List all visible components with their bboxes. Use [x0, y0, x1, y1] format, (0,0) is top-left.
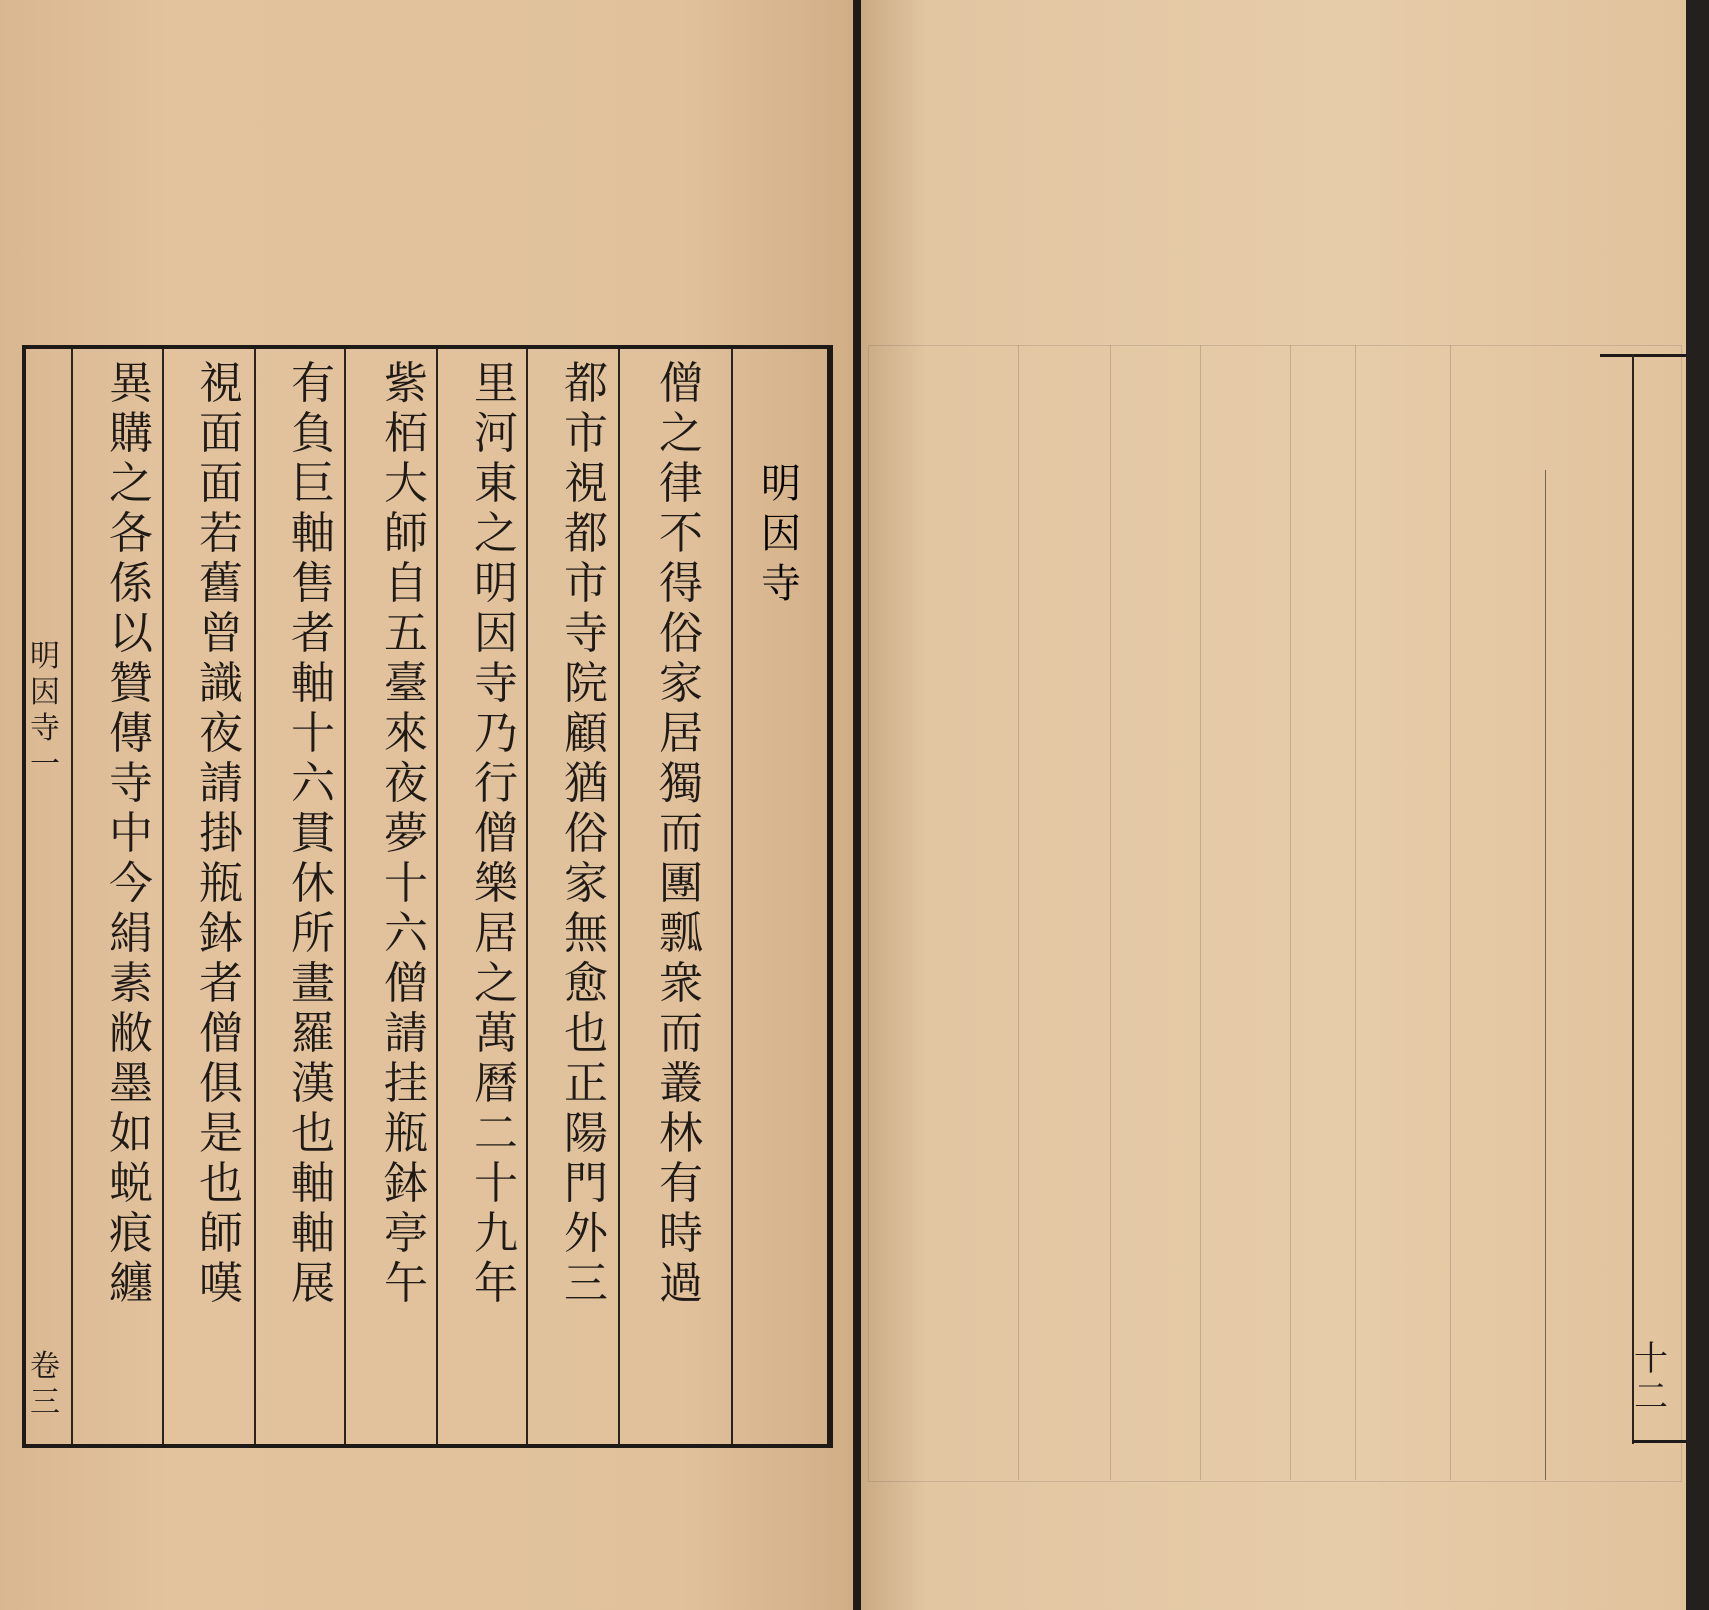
character: 也 [564, 1008, 608, 1059]
character: 僧 [659, 358, 703, 409]
book-edge-right [1686, 0, 1709, 1610]
character: 休 [291, 858, 335, 909]
character: 時 [659, 1208, 703, 1259]
character: 十 [291, 708, 335, 759]
character: 寺 [109, 758, 153, 809]
character: 居 [659, 708, 703, 759]
character: 市 [564, 558, 608, 609]
character: 十 [384, 858, 428, 909]
frame-top-rule [1600, 354, 1686, 357]
character: 掛 [199, 808, 243, 859]
character: 亭 [384, 1208, 428, 1259]
text-column [96, 359, 166, 1459]
character: 絹 [109, 908, 153, 959]
character: 有 [291, 358, 335, 409]
character: 九 [474, 1208, 518, 1259]
character: 寺 [30, 711, 60, 746]
character: 負 [291, 408, 335, 459]
character: 明 [761, 461, 801, 507]
character: 以 [109, 608, 153, 659]
character: 俗 [564, 808, 608, 859]
character: 素 [109, 958, 153, 1009]
character: 軸 [291, 1158, 335, 1209]
character: 樂 [474, 858, 518, 909]
character: 異 [109, 358, 153, 409]
character: 請 [384, 1008, 428, 1059]
character: 都 [564, 508, 608, 559]
character: 傳 [109, 708, 153, 759]
margin-volume-label [30, 1349, 60, 1421]
character: 得 [659, 558, 703, 609]
character: 有 [659, 1158, 703, 1209]
character: 舊 [199, 558, 243, 609]
character: 紫 [384, 358, 428, 409]
character: 而 [659, 1008, 703, 1059]
character: 午 [384, 1258, 428, 1309]
character: 外 [564, 1208, 608, 1259]
character: 之 [659, 408, 703, 459]
character: 敝 [109, 1008, 153, 1059]
character: 無 [564, 908, 608, 959]
character: 鉢 [199, 908, 243, 959]
character: 也 [291, 1108, 335, 1159]
column-rule [731, 349, 733, 1444]
character: 軸 [291, 658, 335, 709]
text-column [371, 359, 441, 1459]
character: 巨 [291, 458, 335, 509]
show-through-rule [1290, 345, 1291, 1480]
character: 正 [564, 1058, 608, 1109]
character: 請 [199, 758, 243, 809]
character: 來 [384, 708, 428, 759]
character: 挂 [384, 1058, 428, 1109]
character: 律 [659, 458, 703, 509]
character: 是 [199, 1108, 243, 1159]
character: 萬 [474, 1008, 518, 1059]
character: 俱 [199, 1058, 243, 1109]
character: 不 [659, 508, 703, 559]
character: 東 [474, 458, 518, 509]
character: 獨 [659, 758, 703, 809]
frame-bottom-rule [1632, 1440, 1686, 1443]
character: 二 [1634, 1377, 1668, 1417]
character: 大 [384, 458, 428, 509]
character: 六 [384, 908, 428, 959]
character: 所 [291, 908, 335, 959]
character: 市 [564, 408, 608, 459]
character: 一 [30, 747, 60, 782]
character: 臺 [384, 658, 428, 709]
character: 師 [384, 508, 428, 559]
column-rule [1545, 470, 1546, 1480]
character: 軸 [291, 508, 335, 559]
character: 猶 [564, 758, 608, 809]
character: 陽 [564, 1108, 608, 1159]
text-column [641, 359, 721, 1459]
character: 衆 [659, 958, 703, 1009]
character: 之 [474, 508, 518, 559]
character: 過 [659, 1258, 703, 1309]
character: 十 [474, 1158, 518, 1209]
character: 夜 [199, 708, 243, 759]
character: 軸 [291, 1208, 335, 1259]
character: 寺 [761, 561, 801, 607]
character: 瓶 [199, 858, 243, 909]
character: 瓶 [384, 1108, 428, 1159]
character: 寺 [564, 608, 608, 659]
character: 夜 [384, 758, 428, 809]
frame-side-rule [1632, 354, 1634, 1444]
character: 因 [474, 608, 518, 659]
character: 河 [474, 408, 518, 459]
character: 顧 [564, 708, 608, 759]
character: 俗 [659, 608, 703, 659]
character: 墨 [109, 1058, 153, 1109]
character: 明 [474, 558, 518, 609]
character: 漢 [291, 1058, 335, 1109]
character: 自 [384, 558, 428, 609]
character: 羅 [291, 1008, 335, 1059]
text-frame [22, 345, 833, 1448]
book-spine [853, 0, 861, 1610]
show-through-rule [1110, 345, 1111, 1480]
character: 購 [109, 408, 153, 459]
character: 叢 [659, 1058, 703, 1109]
character: 若 [199, 508, 243, 559]
text-column [461, 359, 531, 1459]
character: 僧 [474, 808, 518, 859]
show-through-frame [868, 345, 1682, 1482]
character: 贊 [109, 658, 153, 709]
character: 嘆 [199, 1258, 243, 1309]
character: 之 [109, 458, 153, 509]
character: 因 [761, 511, 801, 557]
character: 曆 [474, 1058, 518, 1109]
character: 曾 [199, 608, 243, 659]
character: 里 [474, 358, 518, 409]
character: 三 [30, 1385, 60, 1420]
show-through-rule [1450, 345, 1451, 1480]
character: 者 [291, 608, 335, 659]
character: 係 [109, 558, 153, 609]
character: 僧 [199, 1008, 243, 1059]
character: 門 [564, 1158, 608, 1209]
character: 行 [474, 758, 518, 809]
character: 售 [291, 558, 335, 609]
character: 居 [474, 908, 518, 959]
section-title [761, 459, 801, 609]
text-column [551, 359, 621, 1459]
character: 各 [109, 508, 153, 559]
character: 團 [659, 858, 703, 909]
margin-section-label [30, 639, 60, 783]
character: 二 [474, 1108, 518, 1159]
show-through-rule [1200, 345, 1201, 1480]
character: 五 [384, 608, 428, 659]
character: 如 [109, 1108, 153, 1159]
page-number [1634, 1340, 1668, 1416]
character: 夢 [384, 808, 428, 859]
character: 年 [474, 1258, 518, 1309]
character: 栢 [384, 408, 428, 459]
character: 都 [564, 358, 608, 409]
character: 院 [564, 658, 608, 709]
character: 家 [659, 658, 703, 709]
character: 僧 [384, 958, 428, 1009]
character: 識 [199, 658, 243, 709]
character: 也 [199, 1158, 243, 1209]
character: 者 [199, 958, 243, 1009]
character: 愈 [564, 958, 608, 1009]
character: 鉢 [384, 1158, 428, 1209]
character: 因 [30, 675, 60, 710]
character: 纏 [109, 1258, 153, 1309]
character: 面 [199, 458, 243, 509]
text-column [278, 359, 348, 1459]
character: 今 [109, 858, 153, 909]
character: 之 [474, 958, 518, 1009]
character: 明 [30, 639, 60, 674]
show-through-rule [1355, 345, 1356, 1480]
character: 面 [199, 408, 243, 459]
column-rule [71, 349, 73, 1444]
character: 而 [659, 808, 703, 859]
character: 十 [1634, 1339, 1668, 1379]
character: 痕 [109, 1208, 153, 1259]
character: 蜕 [109, 1158, 153, 1209]
show-through-rule [1018, 345, 1019, 1480]
character: 三 [564, 1258, 608, 1309]
character: 卷 [30, 1349, 60, 1384]
character: 畫 [291, 958, 335, 1009]
character: 林 [659, 1108, 703, 1159]
character: 貫 [291, 808, 335, 859]
character: 師 [199, 1208, 243, 1259]
character: 家 [564, 858, 608, 909]
character: 視 [564, 458, 608, 509]
character: 寺 [474, 658, 518, 709]
character: 視 [199, 358, 243, 409]
character: 乃 [474, 708, 518, 759]
character: 瓢 [659, 908, 703, 959]
character: 展 [291, 1258, 335, 1309]
character: 六 [291, 758, 335, 809]
character: 中 [109, 808, 153, 859]
text-column [186, 359, 256, 1459]
